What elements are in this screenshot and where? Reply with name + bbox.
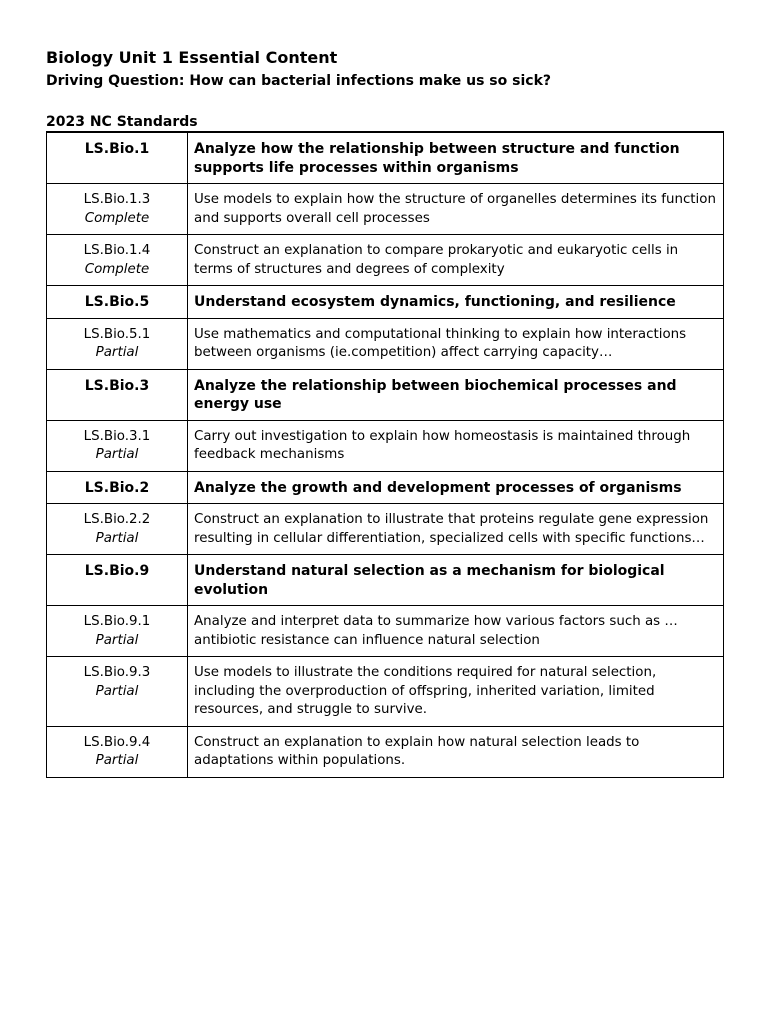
standard-code-cell [47, 657, 188, 727]
standard-code-cell [47, 555, 188, 606]
standard-code: LS.Bio.1 [84, 141, 150, 157]
standard-code-cell [47, 471, 188, 504]
standard-code: LS.Bio.9.4 [83, 734, 151, 750]
standard-row [47, 184, 724, 235]
standard-description: Use models to illustrate the conditions required for natural selection, including the overproduction of offspring, inherited variation, limited resources, and struggle to survive. [188, 657, 724, 727]
standard-row [47, 420, 724, 471]
standard-code: LS.Bio.9 [84, 563, 150, 579]
standard-code-cell [47, 286, 188, 319]
standard-status: Partial [95, 683, 139, 699]
standard-description: Construct an explanation to explain how natural selection leads to adaptations within populations. [188, 726, 724, 777]
standard-code-cell [47, 504, 188, 555]
standard-description: Understand ecosystem dynamics, functioning, and resilience [188, 286, 724, 319]
standards-heading: 2023 NC Standards [46, 114, 198, 130]
standard-row [47, 657, 724, 727]
standard-code-cell [47, 606, 188, 657]
standard-code-cell [47, 184, 188, 235]
standard-code: LS.Bio.5.1 [83, 326, 151, 342]
standard-row [47, 318, 724, 369]
standard-code: LS.Bio.9.1 [83, 614, 151, 629]
standard-code-cell [47, 369, 188, 420]
standard-code-cell [47, 726, 188, 777]
standard-status: Partial [95, 530, 139, 546]
standard-code-cell [47, 420, 188, 471]
standard-row [47, 726, 724, 777]
standard-row [47, 504, 724, 555]
standard-status: Partial [95, 632, 139, 648]
standard-code: LS.Bio.5 [84, 294, 150, 310]
standard-description: Understand natural selection as a mechanism for biological evolution [188, 555, 724, 606]
document-title: Biology Unit 1 Essential Content [46, 48, 338, 67]
standard-code: LS.Bio.1.3 [83, 192, 151, 207]
standard-row [47, 555, 724, 606]
document-page [46, 48, 724, 778]
standard-description: Construct an explanation to compare prokaryotic and eukaryotic cells in terms of structures and degrees of complexity [188, 235, 724, 286]
standard-code: LS.Bio.3.1 [83, 428, 151, 444]
standard-description: Analyze the growth and development processes of organisms [188, 471, 724, 504]
standard-code: LS.Bio.3 [84, 377, 150, 394]
standard-code: LS.Bio.2.2 [83, 512, 151, 527]
standard-row [47, 286, 724, 319]
standard-status: Complete [84, 261, 150, 277]
driving-question: Driving Question: How can bacterial infections make us so sick? [46, 73, 551, 89]
standard-row [47, 235, 724, 286]
standard-row [47, 471, 724, 504]
standard-code-cell [47, 132, 188, 184]
standard-description: Analyze and interpret data to summarize how various factors such as …antibiotic resistance can influence natural selection [188, 606, 724, 657]
standard-status: Partial [95, 447, 139, 462]
standard-description: Analyze how the relationship between structure and function supports life processes within organisms [188, 132, 724, 184]
standard-description: Use mathematics and computational thinking to explain how interactions between organisms (ie.competition) affect carrying capacity… [188, 318, 724, 369]
standard-description: Analyze the relationship between biochemical processes and energy use [188, 369, 724, 420]
standard-row [47, 606, 724, 657]
standard-status: Complete [84, 210, 150, 226]
standard-description: Use models to explain how the structure of organelles determines its function and supports overall cell processes [188, 184, 724, 235]
standard-code-cell [47, 235, 188, 286]
standard-status: Partial [95, 345, 139, 360]
standard-description: Carry out investigation to explain how homeostasis is maintained through feedback mechanisms [188, 420, 724, 471]
standard-description: Construct an explanation to illustrate that proteins regulate gene expression resulting in cellular differentiation, specialized cells with specific functions… [188, 504, 724, 555]
standard-code: LS.Bio.1.4 [83, 243, 151, 258]
standard-code-cell [47, 318, 188, 369]
standard-code: LS.Bio.2 [84, 479, 150, 496]
standard-row [47, 369, 724, 420]
standards-table [46, 131, 724, 778]
standard-status: Partial [95, 753, 139, 768]
standard-code: LS.Bio.9.3 [83, 665, 151, 680]
standard-row [47, 132, 724, 184]
